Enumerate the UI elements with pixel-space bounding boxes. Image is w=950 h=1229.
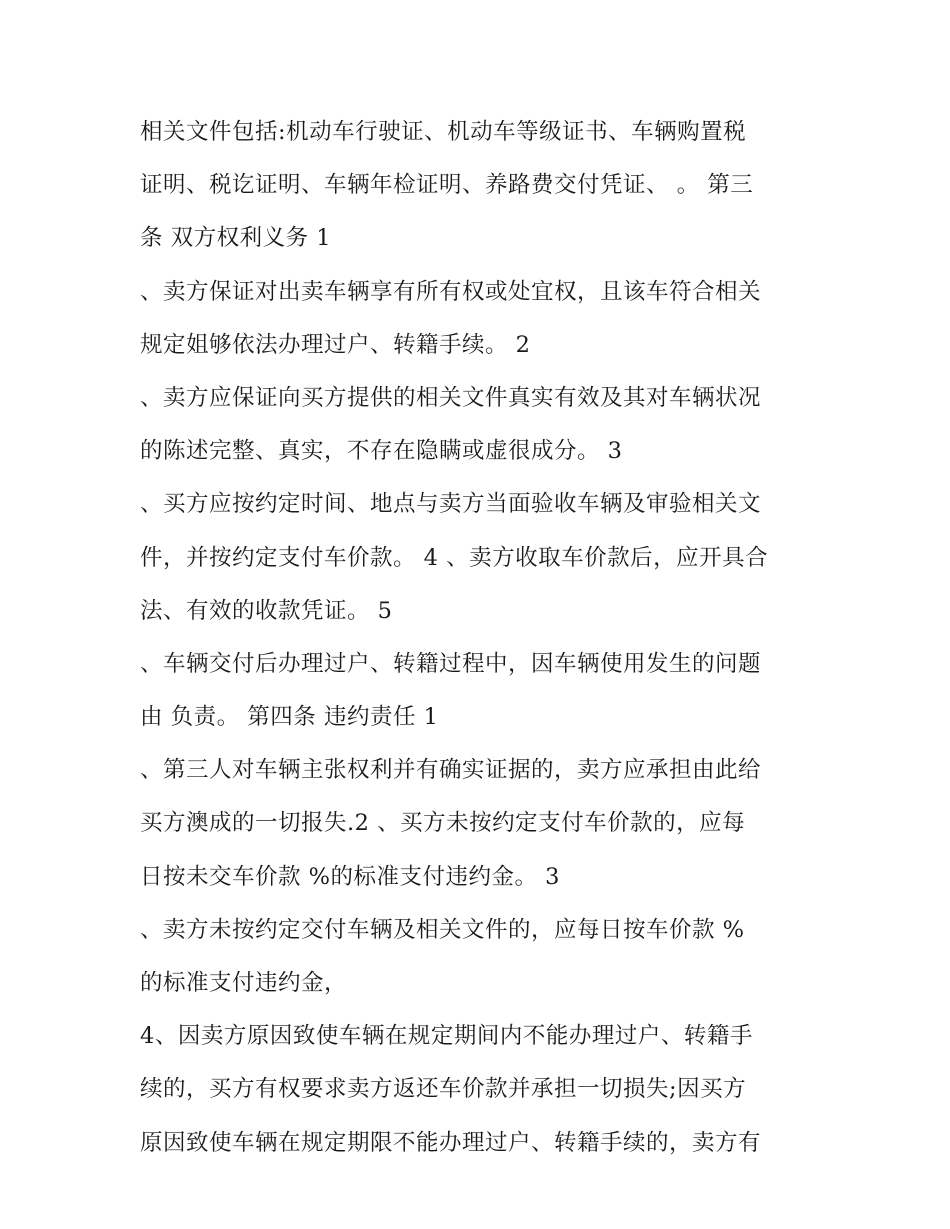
text-line: 法、有效的收款凭证。 5 [140,597,393,624]
text-line: 的标准支付违约金， [140,970,348,996]
text-line: 4、因卖方原因致使车辆在规定期间内不能办理过户、转籍手 [140,1023,753,1050]
text-line: 规定姐够依法办理过户、转籍手续。 2 [140,331,531,358]
text-line: 日按未交车价款 %的标准支付违约金。 3 [140,863,560,890]
text-line: 、卖方未按约定交付车辆及相关文件的，应每日按车价款 % [140,916,745,943]
text-line: 、卖方保证对出卖车辆享有所有权或处宜权，且该车符合相关 [140,278,762,305]
text-line: 、卖方应保证向买方提供的相关文件真实有效及其对车辆状况 [140,384,762,411]
text-line: 的陈述完整、真实，不存在隐瞒或虚很成分。 3 [140,438,623,465]
text-line: 件，并按约定支付车价款。 4 、卖方收取车价款后，应开具合 [140,544,769,571]
contract-text-body [140,106,830,1170]
text-line: 、车辆交付后办理过户、转籍过程中，因车辆使用发生的问题 [140,650,762,677]
text-line: 原因致使车辆在规定期限不能办理过户、转籍手续的，卖方有 [140,1129,762,1156]
text-line: 买方澳成的一切报失.2 、买方未按约定支付车价款的，应每 [140,810,746,837]
text-line: 、买方应按约定时间、地点与卖方当面验收车辆及审验相关文 [140,491,762,518]
text-line: 条 双方权利义务 1 [140,225,332,252]
text-line: 、第三人对车辆主张权利并有确实证据的，卖方应承担由此给 [140,757,762,784]
text-line: 证明、税讫证明、车辆年检证明、养路费交付凭证、 。 第三 [140,172,754,199]
text-line: 由 负责。 第四条 违约责任 1 [140,704,439,731]
text-line: 相关文件包括:机动车行驶证、机动车等级证书、车辆购置税 [140,119,747,145]
text-line: 续的，买方有权要求卖方返还车价款并承担一切损失;因买方 [140,1076,747,1103]
